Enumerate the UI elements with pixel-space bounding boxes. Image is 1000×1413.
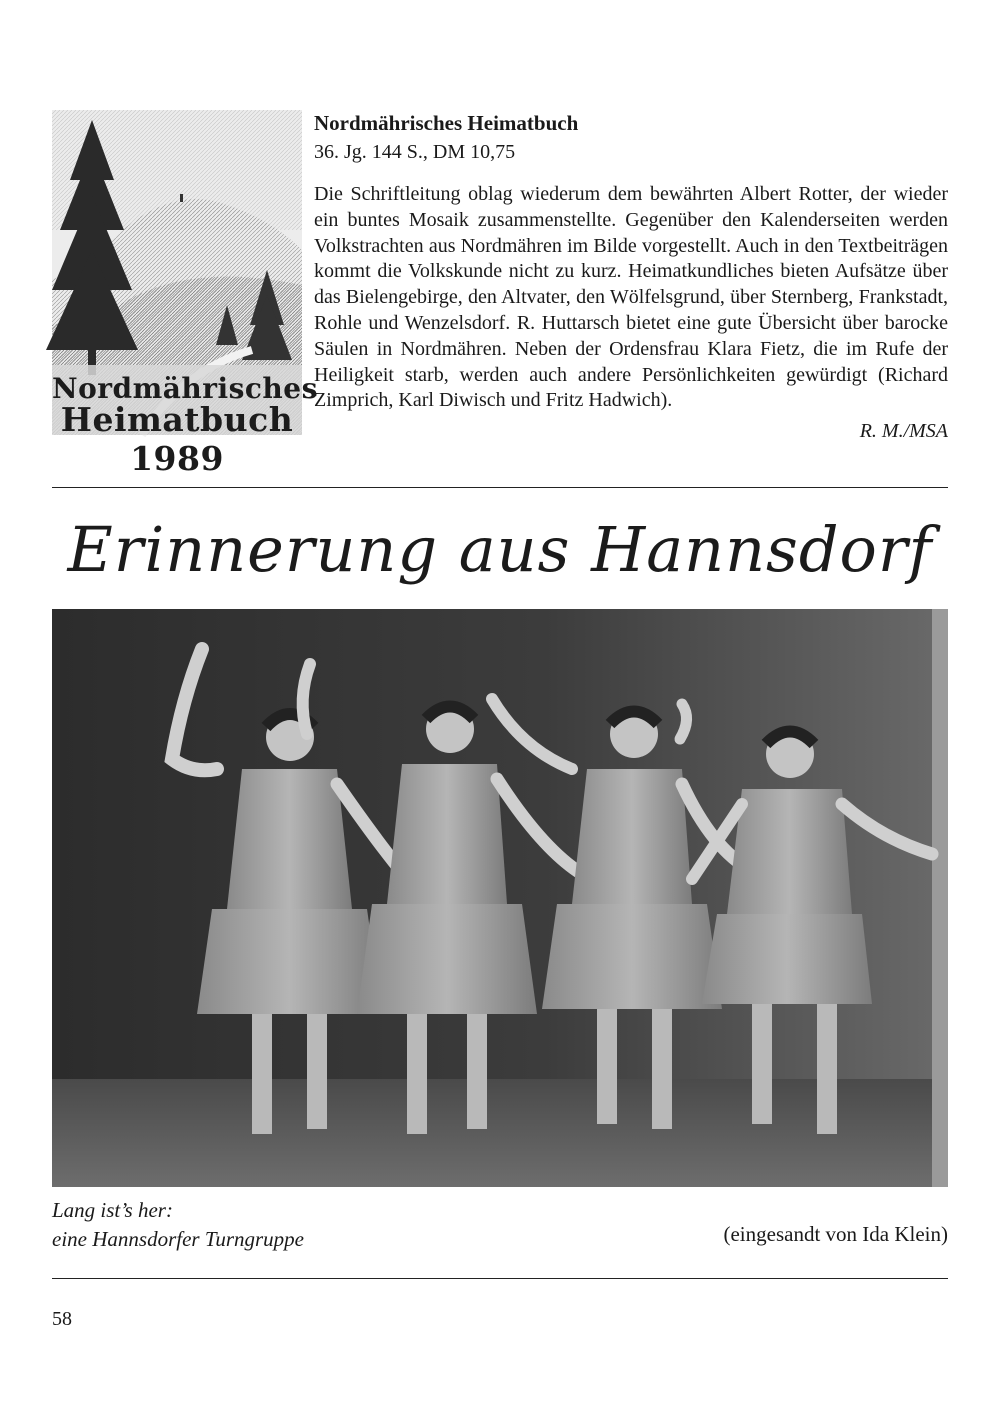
- caption-line-2: eine Hannsdorfer Turngruppe: [52, 1227, 304, 1251]
- caption-line-1: Lang ist’s her:: [52, 1198, 173, 1222]
- review-signature: R. M./MSA: [859, 420, 948, 443]
- review-book-title: Nordmährisches Heimatbuch: [314, 111, 579, 135]
- photo-caption: [52, 1196, 304, 1254]
- cover-title-line2: Heimatbuch 1989: [60, 400, 294, 478]
- page-number: 58: [52, 1308, 72, 1330]
- cover-title-line1: Nordmährisches: [52, 372, 318, 405]
- historical-photo-gymnastics-group: [52, 609, 948, 1187]
- divider-top: [52, 487, 948, 488]
- photo-illustration: [52, 609, 948, 1187]
- article-heading: Erinnerung aus Hannsdorf: [67, 513, 933, 586]
- divider-bottom: [52, 1278, 948, 1279]
- review-body-text: Die Schriftleitung oblag wiederum dem bewährten Albert Rotter, der wieder ein buntes Mosaik zusammenstellte. Gegenüber den Kalenderseiten werden Volkstrachten aus Nordmähren im Bilde vorgestellt. Auch in den Textbeiträgen kommt die Volkskunde nicht zu kurz. Heimatkundliches bieten Aufsätze über das Bielengebirge, den Altvater, den Wölfelsgrund, über Sternberg, Frankstadt, Rohle und Wenzelsdorf. R. Huttarsch bietet eine gute Übersicht über barocke Säulen in Nordmähren. Neben der Ordensfrau Klara Fietz, die im Rufe der Heiligkeit starb, werden auch andere Persönlichkeiten gewürdigt (Richard Zimprich, Karl Diwisch und Fritz Hadwich).: [314, 183, 948, 412]
- photo-credit: (eingesandt von Ida Klein): [723, 1222, 948, 1246]
- review-book-meta: 36. Jg. 144 S., DM 10,75: [314, 141, 516, 163]
- book-review: [314, 108, 948, 444]
- book-cover-image: [52, 110, 318, 478]
